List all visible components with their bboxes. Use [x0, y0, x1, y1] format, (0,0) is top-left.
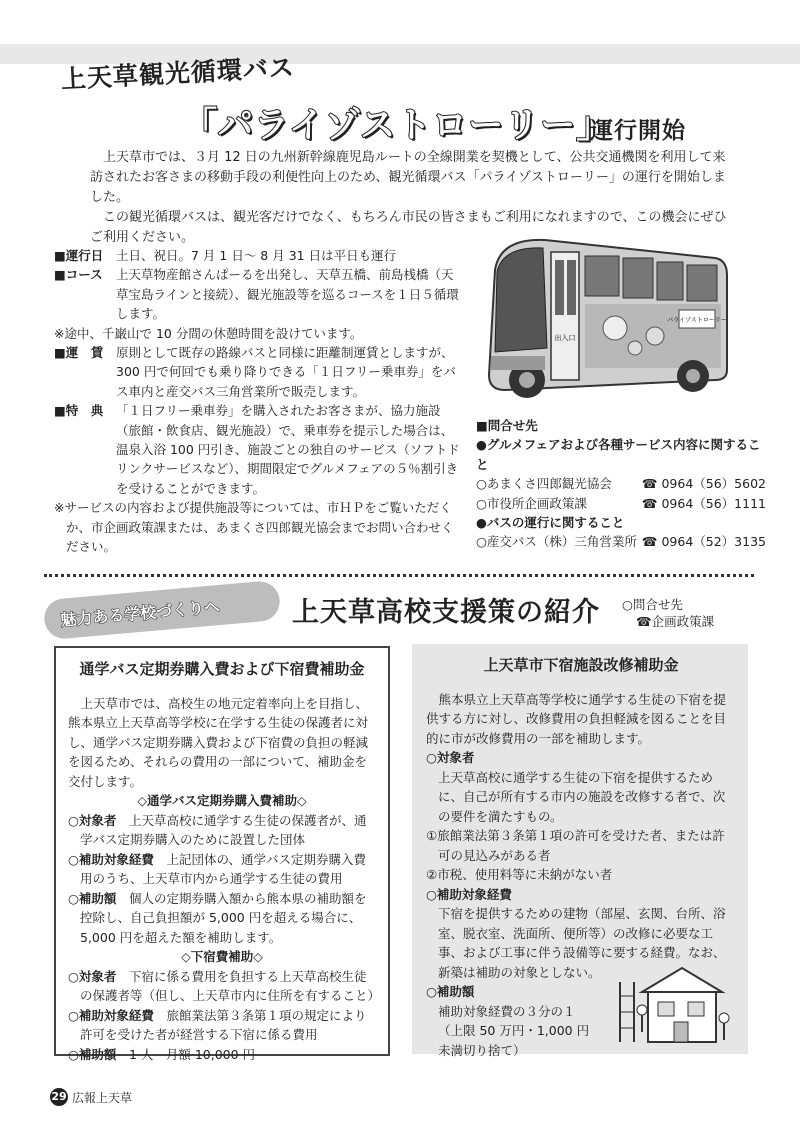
section-title: 上天草高校支援策の紹介: [292, 597, 600, 628]
contact-line: [476, 532, 766, 551]
publication-name: 広報上天草: [72, 1090, 133, 1105]
bus-heading: ●バスの運行に関すること: [476, 515, 625, 531]
intro-paragraph: 上天草市では、３月 12 日の九州新幹線鹿児島ルートの全線開業を契機として、公共交通機関を利用して来訪されたお客さまの移動手段の利便性向上のため、観光循環バス「パライゾストローリー」の運行を開始しました。: [90, 150, 726, 205]
expense2-label: ○補助対象経費: [68, 1007, 154, 1023]
expense-label: ○補助対象経費: [68, 851, 154, 867]
amount-label: ○補助額: [68, 890, 117, 906]
left-box-title: 通学バス定期券購入費および下宿費補助金: [79, 660, 365, 678]
section-contact-label: ○問合せ先: [622, 597, 683, 612]
fare-label: ■運 賃: [54, 345, 104, 361]
amount2-label: ○補助額: [68, 1046, 117, 1062]
right-target-label: ○対象者: [426, 750, 475, 765]
bus-details: [54, 246, 464, 557]
section-contact-org: ☎企画政策課: [636, 614, 715, 629]
target-label: ○対象者: [68, 812, 117, 828]
contact-org: ○あまくさ四郎観光協会: [476, 476, 612, 492]
contact-tel: ☎ 0964（56）5602: [641, 476, 766, 492]
right-box-intro: 熊本県立上天草高等学校に通学する生徒の下宿を提供する方に対し、改修費用の負担軽減を図ることを目的に市が改修費用の一部を補助します。: [426, 691, 727, 746]
days-label: ■運行日: [54, 248, 104, 263]
footer: [50, 1088, 132, 1106]
amount2-value: 1 人 月額 10,000 円: [128, 1046, 256, 1062]
right-amount-label: ○補助額: [426, 984, 475, 999]
title-line2: 「パライゾストローリー」: [182, 106, 613, 146]
left-sub1: ◇通学バス定期券購入費補助◇: [137, 793, 307, 808]
expense2-value: 旅館業法第３条第１項の規定により許可を受けた者が経営する下宿に係る費用: [80, 1007, 367, 1042]
right-amount-3: 未満切り捨て）: [438, 1042, 526, 1058]
contact-line: [476, 494, 766, 513]
expense-value: 上記団体の、通学バス定期券購入費用のうち、上天草市内から通学する生徒の費用: [80, 851, 366, 886]
gourmet-heading: ●グルメフェアおよび各種サービス内容に関すること: [476, 437, 761, 472]
requirement-1: ①旅館業法第３条第１項の許可を受けた者、または許可の見込みがある者: [426, 828, 725, 863]
contact-heading: ■問合せ先: [476, 418, 538, 433]
intro-paragraph: この観光循環バスは、観光客だけでなく、もちろん市民の皆さまもご利用になれますので、この機会にぜひご利用ください。: [90, 210, 727, 245]
details-footnote: ※サービスの内容および提供施設等については、市ＨＰをご覧いただくか、市企画政策課または、あまくさ四郎観光協会までお問い合わせください。: [54, 500, 454, 555]
course-label: ■コース: [54, 267, 103, 283]
left-sub2: ◇下宿費補助◇: [181, 949, 263, 964]
target-value: 上天草高校に通学する生徒の保護者が、通学バス定期券購入のために設置した団体: [80, 812, 367, 847]
detail-fare: [54, 343, 464, 401]
contact-org: ○市役所企画政策課: [476, 495, 587, 511]
right-amount-1: 補助対象経費の３分の１: [438, 1003, 576, 1019]
course-value: 上天草物産館さんぱーるを出発し、天草五橋、前島桟橋（天草宝島ラインと接続）、観光施設等を巡るコースを１日５循環します。: [116, 267, 459, 322]
title-line3: 運行開始: [590, 118, 686, 144]
pill-label: 魅力ある学校づくりへ: [59, 596, 221, 630]
section-pill: [43, 580, 282, 640]
page-number: 29: [50, 1088, 68, 1106]
detail-days: [54, 246, 464, 265]
requirement-2: ②市税、使用料等に未納がない者: [426, 867, 613, 882]
amount-value: 個人の定期券購入額から熊本県の補助額を控除し、自己負担額が 5,000 円を超える場合に、5,000 円を超えた額を補助します。: [80, 890, 367, 945]
contact-tel: ☎ 0964（56）1111: [641, 495, 766, 511]
title-line1: 上天草観光循環バス: [60, 52, 296, 94]
contact-line: [476, 474, 766, 493]
bus-photo: [475, 230, 735, 410]
section-contact: [622, 596, 714, 630]
right-expense-label: ○補助対象経費: [426, 886, 512, 902]
perk-value: 「１日フリー乗車券」を購入されたお客さまが、協力施設（旅館・飲食店、観光施設）で、乗車券を提示した場合は、温泉入浴 100 円引き、施設ごとの独自のサービス（ソフトドリンクサービスなど）、期間限定でグルメフェアの５％割引きを受けることができます。: [116, 403, 460, 496]
fare-value: 原則として既存の路線バスと同様に距離制運賃としますが、300 円で何回でも乗り降りできる「１日フリー乗車券」をバス車内と産交バス三角営業所で販売します。: [116, 345, 456, 399]
contact-tel: ☎ 0964（52）3135: [641, 534, 766, 550]
target2-label: ○対象者: [68, 968, 117, 984]
house-illustration: [612, 962, 736, 1048]
target2-value: 下宿に係る費用を負担する上天草高校生徒の保護者等（但し、上天草市内に住所を有すること）: [80, 968, 381, 1003]
detail-course: [54, 265, 464, 323]
left-box-intro: 上天草市では、高校生の地元定着率向上を目指し、熊本県立上天草高等学校に在学する生徒の保護者に対し、通学バス定期券購入費および下宿費の負担の軽減を図るため、それらの費用の一部について、補助金を交付します。: [68, 695, 369, 789]
right-expense-value: 下宿を提供するための建物（部屋、玄関、台所、浴室、脱衣室、洗面所、便所等）の改修に必要な工事、および工事に伴う設備等に要する経費。なお、新築は補助の対象としない。: [438, 906, 726, 980]
contact-box: [476, 416, 766, 552]
right-target-value: 上天草高校に通学する生徒の下宿を提供するために、自己が所有する市内の施設を改修する者で、次の要件を満たすもの。: [438, 769, 726, 824]
perk-label: ■特 典: [54, 403, 104, 419]
course-note: ※途中、千巌山で 10 分間の休憩時間を設けています。: [54, 325, 363, 341]
bus-side-logo: パライゾストローリー: [667, 317, 727, 324]
right-box-title: 上天草市下宿施設改修補助金: [483, 656, 679, 674]
right-amount-2: （上限 50 万円・1,000 円: [438, 1023, 590, 1038]
section-divider: [44, 574, 754, 577]
subsidy-box-left: [54, 646, 390, 1062]
days-value: 土日、祝日。7 月 1 日～ 8 月 31 日は平日も運行: [116, 248, 397, 263]
detail-perk: [54, 401, 464, 498]
bus-door-sign: 出入口: [554, 334, 576, 342]
contact-org: ○産交バス（株）三角営業所: [476, 534, 637, 550]
